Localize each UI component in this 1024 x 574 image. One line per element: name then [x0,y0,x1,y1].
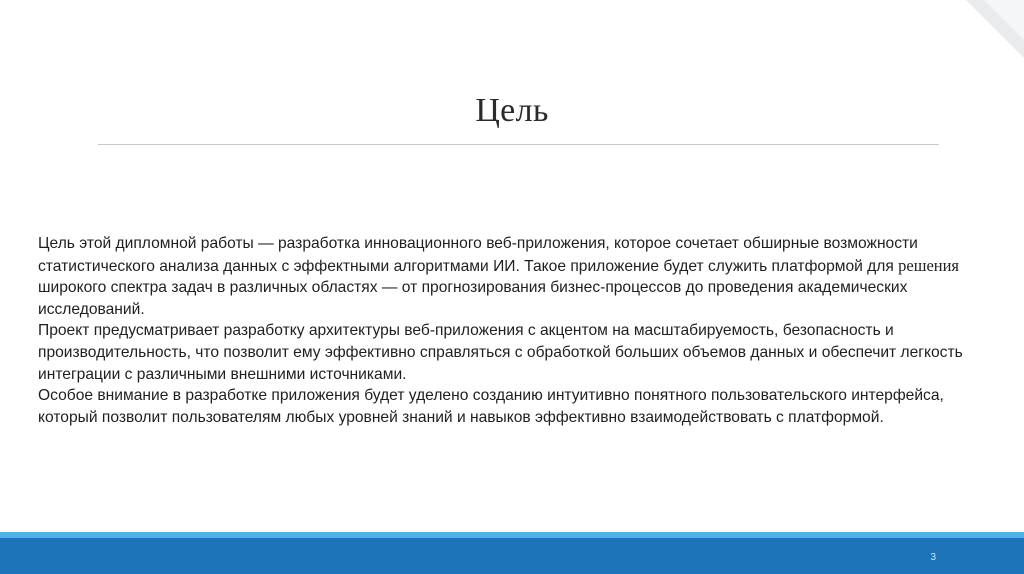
slide-number: 3 [930,552,936,563]
slide-title: Цель [475,92,549,129]
corner-decoration-inner [984,0,1024,40]
paragraph-goal-part1: Цель этой дипломной работы — разработка инновационного веб-приложения, которое сочетает обширные возможности статистического анализа данных с эффектными алгоритмами ИИ. Такое приложение будет служить платформой для [38,235,918,275]
footer-bar [0,538,1024,574]
paragraph-architecture: Проект предусматривает разработку архитектуры веб-приложения с акцентом на масштабируемость, безопасность и производительность, что позволит ему эффективно справляться с обработкой больших объемов данных и обеспечит легкость интеграции с различными внешними источниками. [38,322,963,383]
paragraph-goal [38,233,998,320]
slide-body [38,233,998,428]
title-divider [98,144,939,145]
paragraph-interface: Особое внимание в разработке приложения будет уделено созданию интуитивно понятного пользовательского интерфейса, который позволит пользователям любых уровней знаний и навыков эффективно взаимодействовать с платформой. [38,387,944,426]
paragraph-goal-serif-word: решения [898,255,960,275]
paragraph-goal-part2: широкого спектра задач в различных областях — от прогнозирования бизнес-процессов до проведения академических исследований. [38,279,908,318]
